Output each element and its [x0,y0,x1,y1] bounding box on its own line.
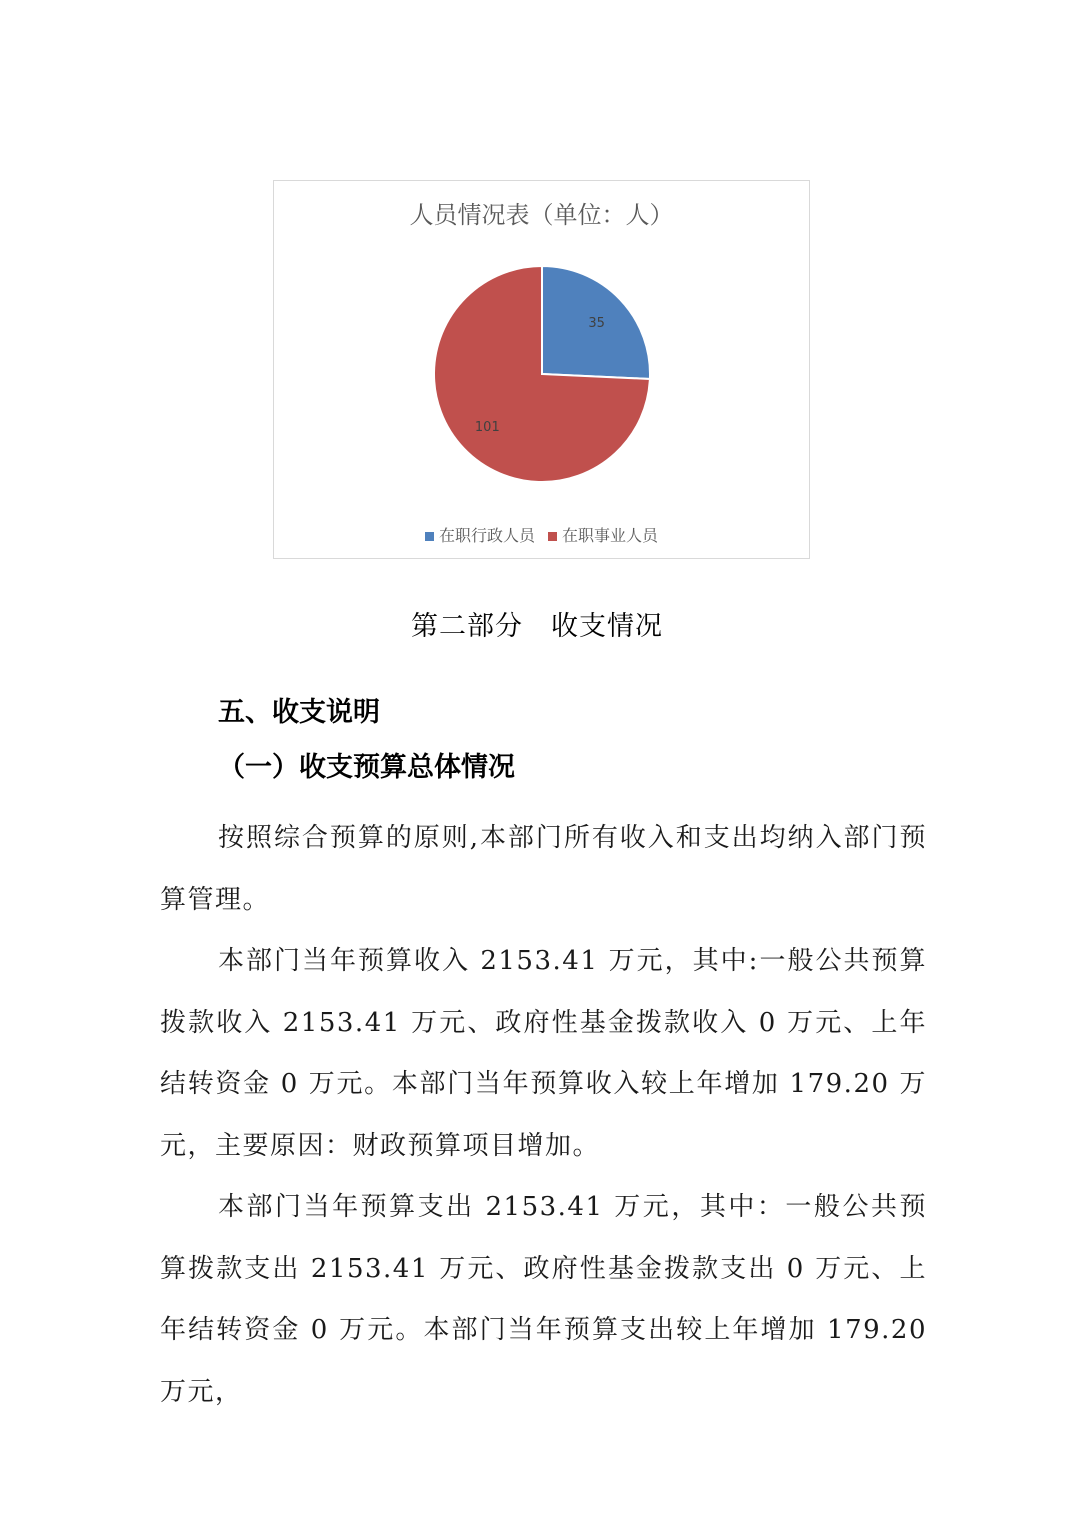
data-label-admin: 35 [588,315,605,331]
legend-swatch-admin [425,532,434,541]
legend-label-admin: 在职行政人员 [438,526,535,545]
section-title: 第二部分 收支情况 [411,611,663,642]
heading-level1: 五、收支说明 [218,697,380,728]
paragraph-2: 本部门当年预算收入 2153.41 万元，其中:一般公共预算拨款收入 2153.41 万元、政府性基金拨款收入 0 万元、上年结转资金 0 万元。本部门当年预算收入较上年增加 179.20 万元，主要原因：财政预算项目增加。 [160,946,927,1161]
legend-item-institution [548,523,658,546]
legend-swatch-institution [548,532,557,541]
paragraph-1: 按照综合预算的原则,本部门所有收入和支出均纳入部门预算管理。 [160,823,927,915]
data-label-institution: 101 [474,420,500,436]
legend-label-institution: 在职事业人员 [562,526,659,545]
paragraph-3: 本部门当年预算支出 2153.41 万元，其中：一般公共预算拨款支出 2153.41 万元、政府性基金拨款支出 0 万元、上年结转资金 0 万元。本部门当年预算支出较上年增加 179.20 万元， [160,1192,927,1407]
chart-title: 人员情况表（单位：人） [409,201,674,229]
pie-plot [274,181,811,560]
personnel-pie-chart [273,180,810,559]
body-text [160,808,927,1423]
chart-legend [274,523,809,546]
legend-item-admin [425,523,535,546]
heading-level2: （一）收支预算总体情况 [218,752,515,783]
